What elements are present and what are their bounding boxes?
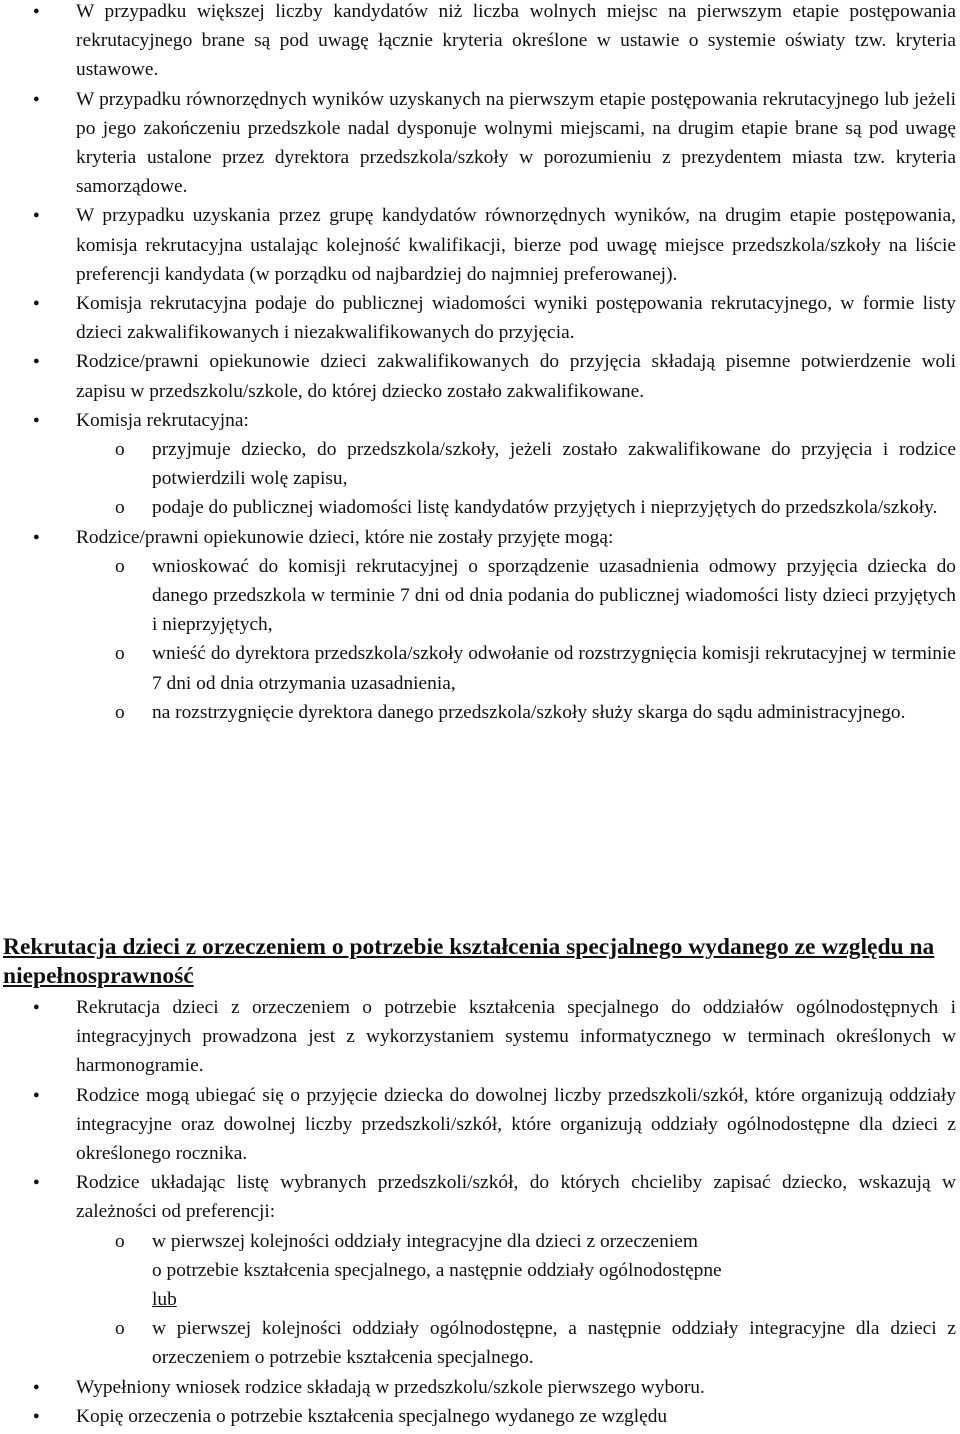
sub-list-item: o na rozstrzygnięcie dyrektora danego przedszkola/szkoły służy skarga do sądu administracyjnego. — [76, 698, 956, 727]
list-item: ● W przypadku większej liczby kandydatów niż liczba wolnych miejsc na pierwszym etapie postępowania rekrutacyjnego brane są pod uwagę łącznie kryteria określone w ustawie o systemie oświaty tzw. kryteria ustawowe. — [0, 0, 960, 85]
list-item-preferences — [0, 1168, 960, 1372]
preferences-sublist — [76, 1227, 956, 1373]
sub-list-item: o podaje do publicznej wiadomości listę kandydatów przyjętych i nieprzyjętych do przedszkola/szkoły. — [76, 493, 956, 522]
sub-list-item — [76, 1227, 956, 1315]
preference-or: lub — [152, 1289, 177, 1311]
list-item: ● Rodzice/prawni opiekunowie dzieci zakwalifikowanych do przyjęcia składają pisemne potwierdzenie woli zapisu w przedszkolu/szkole, do której dziecko zostało zakwalifikowane. — [0, 347, 960, 405]
parents-lead: Rodzice/prawni opiekunowie dzieci, które nie zostały przyjęte mogą: — [76, 526, 614, 548]
list-item: ● Komisja rekrutacyjna podaje do publicznej wiadomości wyniki postępowania rekrutacyjnego, w formie listy dzieci zakwalifikowanych i niezakwalifikowanych do przyjęcia. — [0, 289, 960, 347]
list-item: ● W przypadku równorzędnych wyników uzyskanych na pierwszym etapie postępowania rekrutacyjnego lub jeżeli po jego zakończeniu przedszkole nadal dysponuje wolnymi miejscami, na drugim etapie brane są pod uwagę kryteria ustalone przez dyrektora przedszkola/szkoły w porozumieniu z prezydentem miasta tzw. kryteria samorządowe. — [0, 85, 960, 202]
sub-list-item: o przyjmuje dziecko, do przedszkola/szkoły, jeżeli zostało zakwalifikowane do przyjęcia i rodzice potwierdzili wolę zapisu, — [76, 435, 956, 493]
parents-sublist — [76, 552, 956, 727]
list-item-commission — [0, 406, 960, 523]
list-item: ● Rekrutacja dzieci z orzeczeniem o potrzebie kształcenia specjalnego do oddziałów ogólnodostępnych i integracyjnych prowadzona jest z wykorzystaniem systemu informatycznego w terminach określonych w harmonogramie. — [0, 993, 960, 1081]
list-item: ● Kopię orzeczenia o potrzebie kształcenia specjalnego wydanego ze względu — [0, 1402, 960, 1431]
preferences-lead: Rodzice układając listę wybranych przedszkoli/szkół, do których chcieliby zapisać dziecko, wskazują w zależności od preferencji: — [76, 1172, 956, 1223]
list-item: ● Wypełniony wniosek rodzice składają w przedszkolu/szkole pierwszego wyboru. — [0, 1373, 960, 1402]
sub-list-item: o wnioskować do komisji rekrutacyjnej o sporządzenie uzasadnienia odmowy przyjęcia dziecka do danego przedszkola w terminie 7 dni od dnia podania do publicznej wiadomości listy dzieci przyjętych i nieprzyjętych, — [76, 552, 956, 640]
section-heading: Rekrutacja dzieci z orzeczeniem o potrzebie kształcenia specjalnego wydanego ze względu na niepełnosprawność — [3, 934, 935, 989]
sub-list-item: o wnieść do dyrektora przedszkola/szkoły odwołanie od rozstrzygnięcia komisji rekrutacyjnej w terminie 7 dni od dnia otrzymania uzasadnienia, — [76, 639, 956, 697]
preference-line: o potrzebie kształcenia specjalnego, a następnie oddziały ogólnodostępne — [152, 1259, 722, 1281]
list-item: ● Rodzice mogą ubiegać się o przyjęcie dziecka do dowolnej liczby przedszkoli/szkół, które organizują oddziały integracyjne oraz dowolnej liczby przedszkoli/szkół, które organizują oddziały ogólnodostępne dla dzieci z określonego rocznika. — [0, 1081, 960, 1169]
special-needs-list — [0, 993, 960, 1431]
list-item-parents — [0, 523, 960, 727]
sub-list-item: o w pierwszej kolejności oddziały ogólnodostępne, a następnie oddziały integracyjne dla dzieci z orzeczeniem o potrzebie kształcenia specjalnego. — [76, 1314, 956, 1372]
commission-sublist — [76, 435, 956, 523]
preference-line: w pierwszej kolejności oddziały integracyjne dla dzieci z orzeczeniem — [152, 1230, 698, 1252]
list-item: ● W przypadku uzyskania przez grupę kandydatów równorzędnych wyników, na drugim etapie postępowania, komisja rekrutacyjna ustalając kolejność kwalifikacji, bierze pod uwagę miejsce przedszkola/szkoły na liście preferencji kandydata (w porządku od najbardziej do najmniej preferowanej). — [0, 201, 960, 289]
commission-lead: Komisja rekrutacyjna: — [76, 409, 249, 431]
